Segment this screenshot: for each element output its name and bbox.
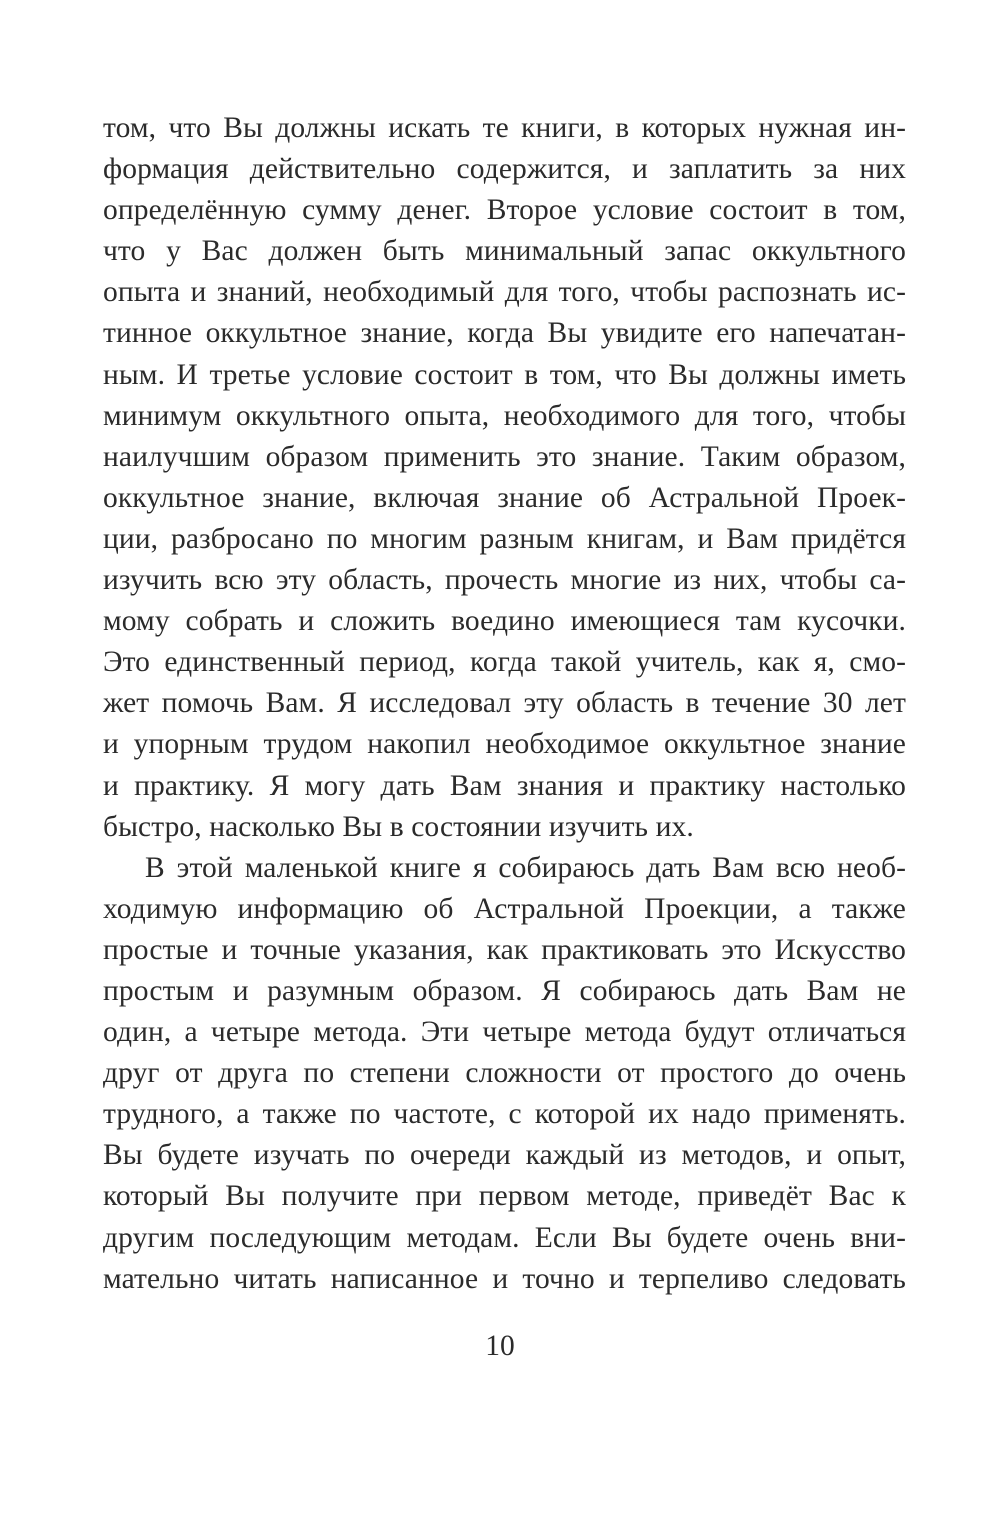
text-line: и практику. Я могу дать Вам знания и практику настолько [103, 769, 906, 802]
text-line: другим последующим методам. Если Вы будете очень вни- [103, 1221, 906, 1254]
text-line: минимум оккультного опыта, необходимого для того, чтобы [103, 399, 906, 432]
text-line: Это единственный период, когда такой учитель, как я, смо- [103, 646, 906, 679]
text-line: ции, разбросано по многим разным книгам, и Вам придётся [103, 522, 906, 555]
text-line: Вы будете изучать по очереди каждый из методов, и опыт, [103, 1139, 906, 1172]
text-line: ходимую информацию об Астральной Проекции, а также [103, 892, 906, 925]
text-line: простые и точные указания, как практиковать это Искусство [103, 933, 906, 966]
text-line: ным. И третье условие состоит в том, что Вы должны иметь [103, 358, 906, 391]
text-line: который Вы получите при первом методе, приведёт Вас к [103, 1180, 906, 1213]
text-line: один, а четыре метода. Эти четыре метода будут отличаться [103, 1016, 906, 1049]
text-line: друг от друга по степени сложности от простого до очень [103, 1057, 906, 1090]
text-line: быстро, насколько Вы в состоянии изучить их. [103, 810, 694, 843]
text-line: наилучшим образом применить это знание. Таким образом, [103, 440, 906, 473]
text-line: определённую сумму денег. Второе условие состоит в том, [103, 194, 906, 227]
text-line: том, что Вы должны искать те книги, в которых нужная ин- [103, 112, 906, 144]
page-number: 10 [485, 1330, 515, 1362]
text-line: простым и разумным образом. Я собираюсь дать Вам не [103, 974, 906, 1007]
text-line: мательно читать написанное и точно и терпеливо следовать [103, 1262, 906, 1295]
text-line: мому собрать и сложить воедино имеющиеся там кусочки. [103, 605, 906, 638]
paragraph-1 [103, 108, 906, 848]
text-line: и упорным трудом накопил необходимое оккультное знание [103, 728, 906, 761]
text-line: что у Вас должен быть минимальный запас оккультного [103, 235, 906, 268]
text-line: опыта и знаний, необходимый для того, чтобы распознать ис- [103, 276, 906, 309]
paragraph-2 [103, 848, 906, 1300]
text-line: трудного, а также по частоте, с которой их надо применять. [103, 1098, 906, 1131]
text-line: жет помочь Вам. Я исследовал эту область в течение 30 лет [103, 687, 906, 720]
body-text [103, 108, 906, 1300]
text-line: оккультное знание, включая знание об Астральной Проек- [103, 481, 906, 514]
text-line: тинное оккультное знание, когда Вы увидите его напечатан- [103, 317, 906, 350]
text-line: изучить всю эту область, прочесть многие из них, чтобы са- [103, 564, 906, 597]
text-line: формация действительно содержится, и заплатить за них [103, 153, 906, 186]
text-line: В этой маленькой книге я собираюсь дать Вам всю необ- [145, 851, 906, 884]
